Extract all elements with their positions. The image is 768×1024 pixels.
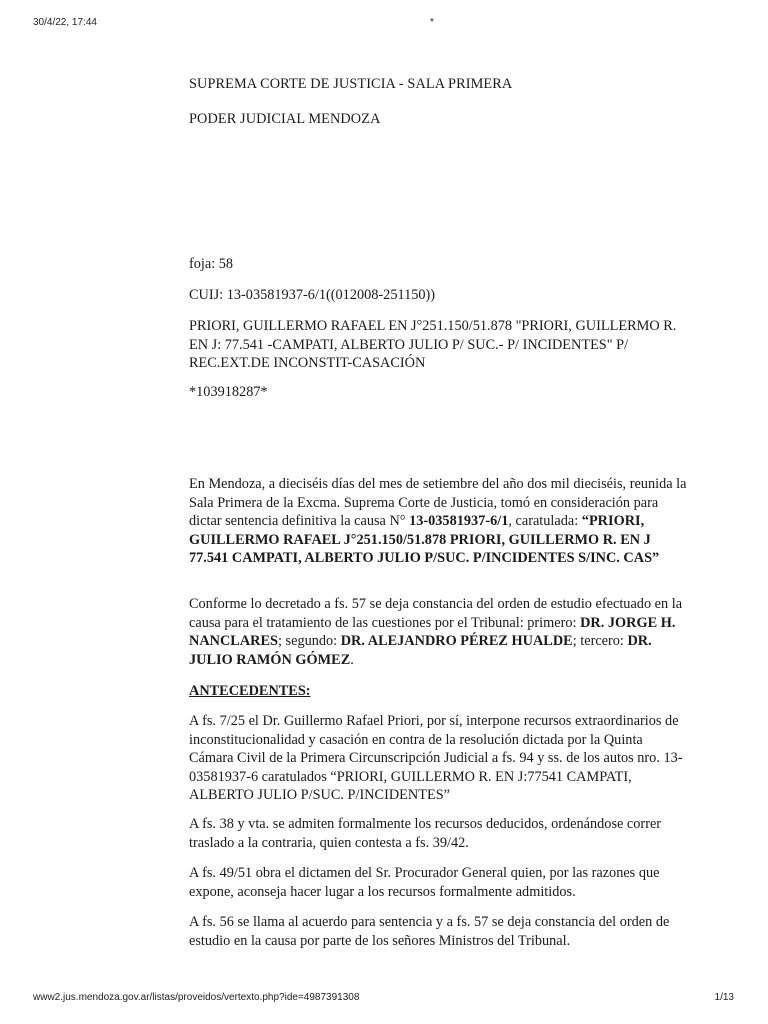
case-caption-bold: “PRIORI, GUILLERMO RAFAEL J°251.150/51.878 PRIORI, GUILLERMO R. EN J 77.541 CAMPATI, ALBERTO JULIO P/SUC. P/INCIDENTES S/INC. CAS” [189, 513, 660, 567]
judge-second: DR. ALEJANDRO PÉREZ HUALDE [340, 633, 573, 650]
paragraph-opening [189, 475, 689, 568]
order-end: . [350, 651, 354, 668]
paragraph-antecedentes-3: A fs. 49/51 obra el dictamen del Sr. Procurador General quien, por las razones que expone, aconseja hacer lugar a los recursos formalmente admitidos. [189, 865, 660, 900]
antecedentes-heading: ANTECEDENTES: [189, 683, 311, 699]
print-url: www2.jus.mendoza.gov.ar/listas/proveidos/vertexto.php?ide=4987391308 [33, 992, 360, 1003]
judge-first: DR. JORGE H. NANCLARES [189, 614, 676, 650]
order-sep-1: ; segundo: [277, 633, 341, 650]
print-datetime: 30/4/22, 17:44 [33, 17, 97, 28]
foja-number: foja: 58 [189, 256, 234, 272]
paragraph-antecedentes-4: A fs. 56 se llama al acuerdo para sentencia y a fs. 57 se deja constancia del orden de estudio en la causa por parte de los señores Ministros del Tribunal. [189, 914, 670, 949]
opening-text: En Mendoza, a dieciséis días del mes de setiembre del año dos mil dieciséis, reunida la Sala Primera de la Excma. Suprema Corte de Justicia, tomó en consideración para dictar sentencia definitiva la causa N° [189, 476, 687, 530]
case-number: 13-03581937-6/1 [409, 513, 509, 530]
judge-third: DR. JULIO RAMÓN GÓMEZ [189, 633, 652, 668]
opening-mid: , caratulada: [508, 513, 582, 530]
order-sep-2: ; tercero: [572, 633, 628, 650]
paragraph-order [189, 595, 689, 669]
print-title: * [430, 17, 434, 28]
cuij-number: CUIJ: 13-03581937-6/1((012008-251150)) [189, 287, 436, 303]
print-header [0, 17, 768, 31]
paragraph-antecedentes-2: A fs. 38 y vta. se admiten formalmente los recursos deducidos, ordenándose correr traslado a la contraria, quien contesta a fs. 39/42. [189, 816, 662, 851]
print-footer [0, 992, 768, 1006]
barcode-text: *103918287* [189, 384, 268, 400]
branch-heading: PODER JUDICIAL MENDOZA [189, 111, 381, 127]
order-text: Conforme lo decretado a fs. 57 se deja constancia del orden de estudio efectuado en la causa para el tratamiento de las cuestiones por el Tribunal: primero: [189, 596, 683, 631]
print-page-number: 1/13 [714, 992, 734, 1003]
court-heading: SUPREMA CORTE DE JUSTICIA - SALA PRIMERA [189, 76, 513, 92]
case-caption: PRIORI, GUILLERMO RAFAEL EN J°251.150/51.878 "PRIORI, GUILLERMO R. EN J: 77.541 -CAMPATI, ALBERTO JULIO P/ SUC.- P/ INCIDENTES" P/ REC.EXT.DE INCONSTIT-CASACIÓN [189, 318, 677, 372]
paragraph-antecedentes-1: A fs. 7/25 el Dr. Guillermo Rafael Priori, por sí, interpone recursos extraordinarios de inconstitucionalidad y casación en contra de la resolución dictada por la Quinta Cámara Civil de la Primera Circunscripción Judicial a fs. 94 y ss. de los autos nro. 13-03581937-6 caratulados “PRIORI, GUILLERMO R. EN J:77541 CAMPATI, ALBERTO JULIO P/SUC. P/INCIDENTES” [189, 713, 683, 804]
